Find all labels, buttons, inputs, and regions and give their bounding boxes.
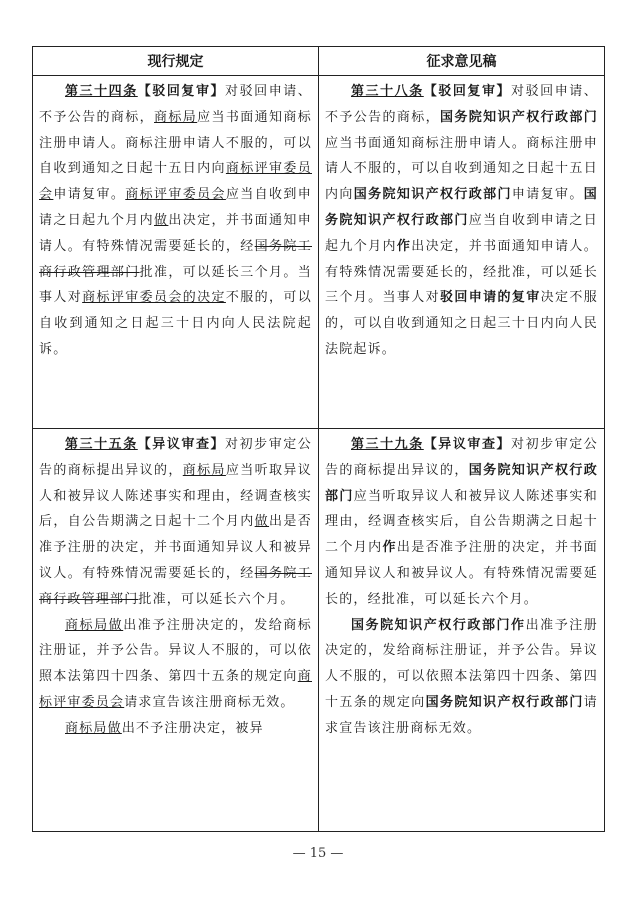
- text-span: 对驳回申请、不予公告的商标，: [39, 84, 312, 125]
- inserted-text: 国务院知识产权行政部门: [325, 187, 598, 228]
- table-header-row: [33, 47, 605, 76]
- draft-article-38: [319, 76, 605, 429]
- table-row: [33, 76, 605, 429]
- article-number: 第三十四条: [65, 84, 138, 99]
- underlined-text: 商标评审委员会: [39, 161, 312, 203]
- text-span: 应当自收到申请之日起九个月内: [39, 187, 313, 228]
- text-span: 申请复审。: [53, 187, 126, 203]
- inserted-text: 国务院知识产权行政部门: [440, 109, 599, 125]
- paragraph: [39, 79, 312, 363]
- header-draft: 征求意见稿: [319, 47, 605, 76]
- underlined-text: 做: [254, 514, 270, 530]
- paragraph: [39, 613, 312, 716]
- comparison-table: [32, 46, 605, 832]
- underlined-text: 商标评审委员会的决定: [82, 290, 226, 306]
- inserted-text: 作: [396, 238, 412, 254]
- paragraph: [325, 79, 598, 363]
- article-topic: 【异议审查】: [137, 437, 226, 452]
- deleted-text: 国务院工商行政管理部门: [39, 238, 312, 280]
- text-span: 出决定，并书面通知申请人。有特殊情况需要延长的，经: [39, 212, 312, 254]
- paragraph: [325, 613, 598, 742]
- inserted-text: 国务院知识产权行政部门: [325, 462, 598, 504]
- deleted-text: 国务院工商行政管理部门: [39, 565, 312, 607]
- paragraph: [325, 432, 598, 613]
- article-number: 第三十九条: [351, 437, 424, 452]
- text-span: 不服的，可以自收到通知之日起三十日内向人民法院起诉。: [39, 290, 312, 357]
- article-topic: 【异议审查】: [423, 437, 512, 452]
- text-span: 批准，可以延长三个月。当事人对: [39, 264, 312, 306]
- text-span: 出不予注册决定，被异: [121, 720, 264, 736]
- text-span: 对初步审定公告的商标提出异议的，: [325, 437, 598, 478]
- paragraph: [39, 432, 312, 613]
- text-span: 请求宣告该注册商标无效。: [124, 694, 295, 710]
- text-span: 申请复审。: [511, 187, 584, 203]
- text-span: 出决定，并书面通知申请人。有特殊情况需要延长的，经批准，可以延长三个月。当事人对: [325, 238, 598, 306]
- underlined-text: 做: [154, 212, 169, 228]
- underlined-text: 商标局: [182, 462, 226, 478]
- text-span: 出是否准予注册的决定，并书面通知异议人和被异议人。有特殊情况需要延长的，经批准，可以延长六个月。: [325, 540, 598, 607]
- text-span: 决定不服的，可以自收到通知之日起三十日内向人民法院起诉。: [325, 290, 598, 357]
- inserted-text: 驳回申请的复审: [440, 290, 541, 306]
- text-span: 出是否准予注册的决定，并书面通知异议人和被异议人。有特殊情况需要延长的，经: [39, 514, 312, 581]
- text-span: 应当听取异议人和被异议人陈述事实和理由，经调查核实后，自公告期满之日起十二个月内: [39, 462, 312, 530]
- text-span: 对驳回申请、不予公告的商标，: [325, 84, 598, 125]
- text-span: 出准予注册决定的，发给商标注册证，并予公告。异议人不服的，可以依照本法第四十四条、第四十五条的规定向: [39, 617, 312, 685]
- underlined-text: 商标局: [154, 109, 198, 125]
- text-span: 应当自收到申请之日起九个月内: [325, 212, 598, 254]
- article-number: 第三十五条: [65, 437, 138, 452]
- table-row: [33, 429, 605, 832]
- inserted-text: 国务院知识产权行政部门作: [351, 617, 526, 633]
- current-article-34: [33, 76, 319, 429]
- draft-article-39: [319, 429, 605, 832]
- article-topic: 【驳回复审】: [137, 84, 226, 99]
- article-topic: 【驳回复审】: [423, 84, 512, 99]
- underlined-text: 商标评审委员会: [125, 187, 226, 203]
- inserted-text: 国务院知识产权行政部门: [353, 187, 512, 203]
- underlined-text: 商标评审委员会: [39, 669, 312, 710]
- article-number: 第三十八条: [351, 84, 424, 99]
- text-span: 出准予注册决定的，发给商标注册证，并予公告。异议人不服的，可以依照本法第四十四条、第四十五条的规定向: [325, 617, 598, 710]
- text-span: 应当听取异议人和被异议人陈述事实和理由，经调查核实后，自公告期满之日起十二个月内: [325, 488, 598, 556]
- paragraph: [39, 716, 312, 742]
- text-span: 批准，可以延长六个月。: [138, 591, 295, 607]
- inserted-text: 国务院知识产权行政部门: [425, 694, 584, 710]
- inserted-text: 作: [382, 540, 397, 556]
- current-article-35: [33, 429, 319, 832]
- underlined-text: 商标局做: [65, 720, 122, 736]
- text-span: 应当书面通知商标注册申请人。商标注册申请人不服的，可以自收到通知之日起十五日内向: [325, 135, 598, 203]
- text-span: 对初步审定公告的商标提出异议的，: [39, 437, 312, 478]
- text-span: 请求宣告该注册商标无效。: [325, 694, 598, 736]
- text-span: 应当书面通知商标注册申请人。商标注册申请人不服的，可以自收到通知之日起十五日内向: [39, 109, 312, 177]
- header-current-rules: 现行规定: [33, 47, 319, 76]
- page-number: — 15 —: [292, 846, 344, 861]
- underlined-text: 商标局做: [65, 617, 124, 633]
